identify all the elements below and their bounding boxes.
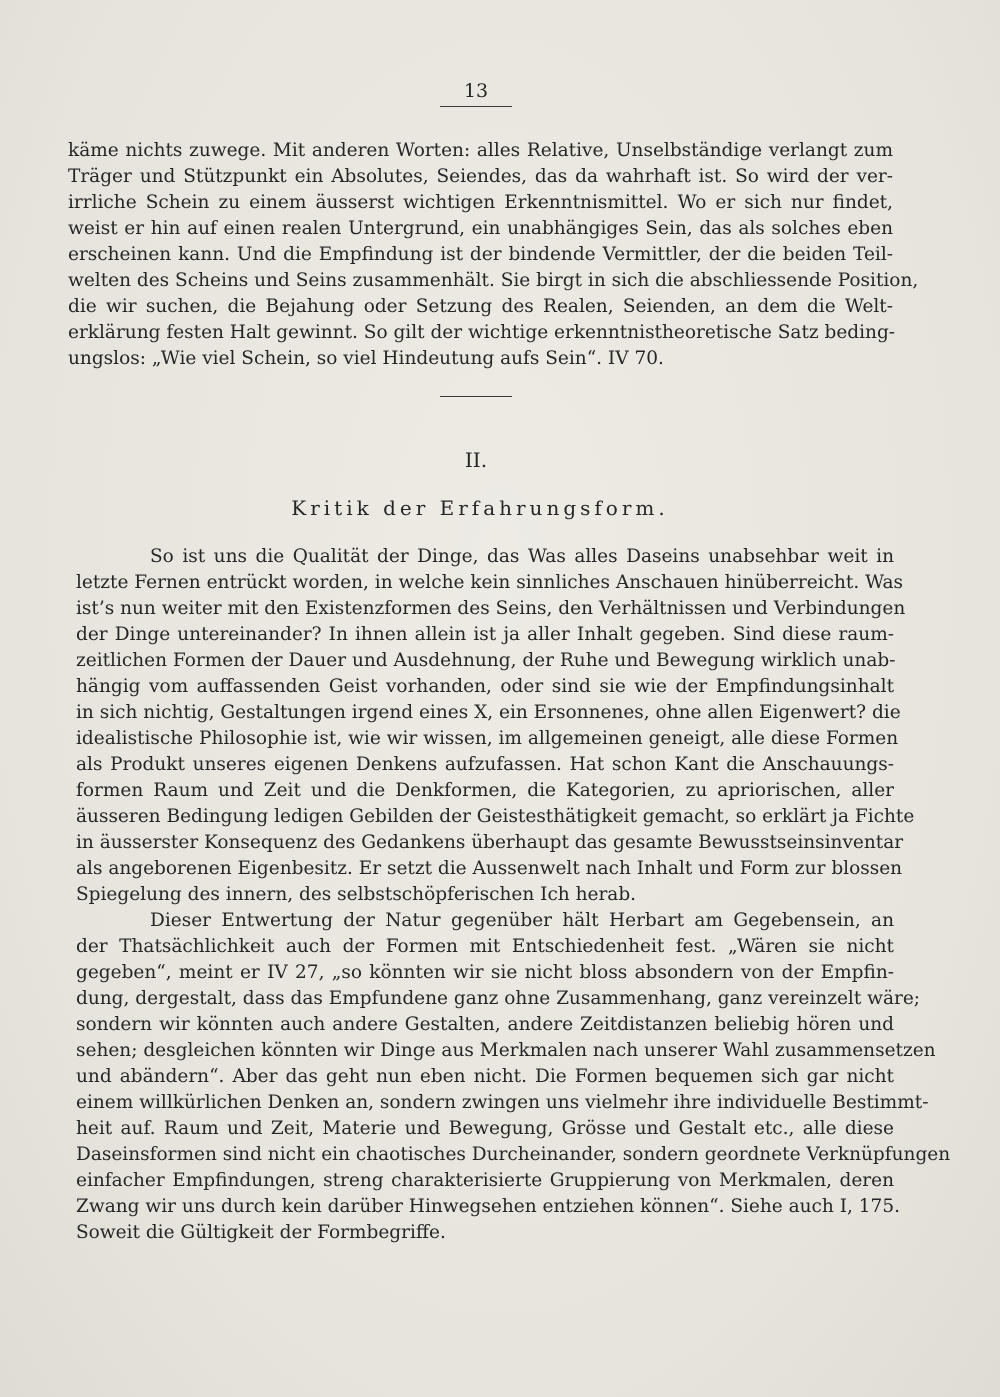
- text-line: erklärung festen Halt gewinnt. So gilt der wichtige erkenntnistheoretische Satz beding-: [68, 322, 896, 343]
- text-line: als angeborenen Eigenbesitz. Er setzt die Aussenwelt nach Inhalt und Form zur blossen: [76, 858, 903, 879]
- text-line: einfacher Empfindungen, streng charakterisierte Gruppierung von Merkmalen, deren: [76, 1170, 894, 1191]
- text-line: welten des Scheins und Seins zusammenhält. Sie birgt in sich die abschliessende Position,: [68, 270, 919, 291]
- text-line: äusseren Bedingung ledigen Gebilden der Geistesthätigkeit gemacht, so erklärt ja Fichte: [76, 806, 915, 827]
- text-line: Dieser Entwertung der Natur gegenüber hält Herbart am Gegebensein, an: [150, 910, 894, 931]
- text-line: in äusserster Konsequenz des Gedankens überhaupt das gesamte Bewusstseinsinventar: [76, 832, 904, 853]
- text-line: Träger und Stützpunkt ein Absolutes, Seiendes, das da wahrhaft ist. So wird der ver-: [68, 166, 893, 187]
- text-line: erscheinen kann. Und die Empfindung ist der bindende Vermittler, der die beiden Teil-: [68, 244, 893, 265]
- text-line: als Produkt unseres eigenen Denkens aufzufassen. Hat schon Kant die Anschauungs-: [76, 754, 894, 775]
- text-line: So ist uns die Qualität der Dinge, das Was alles Daseins unabsehbar weit in: [150, 546, 894, 567]
- text-line: die wir suchen, die Bejahung oder Setzung des Realen, Seienden, an dem die Welt-: [68, 296, 893, 317]
- text-line: dung, dergestalt, dass das Empfundene ganz ohne Zusammenhang, ganz vereinzelt wäre;: [76, 988, 921, 1009]
- text-line: Soweit die Gültigkeit der Formbegriffe.: [76, 1222, 446, 1243]
- text-line: der Thatsächlichkeit auch der Formen mit Entschiedenheit fest. „Wären sie nicht: [76, 936, 894, 957]
- text-line: hängig vom auffassenden Geist vorhanden, oder sind sie wie der Empfindungsinhalt: [76, 676, 894, 697]
- section-title: Kritik der Erfahrungsform.: [291, 496, 669, 520]
- text-line: weist er hin auf einen realen Untergrund, ein unabhängiges Sein, das als solches eben: [68, 218, 893, 239]
- header-rule: [440, 106, 512, 107]
- text-line: sondern wir könnten auch andere Gestalten, andere Zeitdistanzen beliebig hören und: [76, 1014, 894, 1035]
- text-line: formen Raum und Zeit und die Denkformen, die Kategorien, zu apriorischen, aller: [76, 780, 894, 801]
- section-number: II.: [464, 448, 488, 472]
- text-line: zeitlichen Formen der Dauer und Ausdehnung, der Ruhe und Bewegung wirklich unab-: [76, 650, 896, 671]
- text-line: heit auf. Raum und Zeit, Materie und Bewegung, Grösse und Gestalt etc., alle diese: [76, 1118, 894, 1139]
- text-line: Daseinsformen sind nicht ein chaotisches Durcheinander, sondern geordnete Verknüpfungen: [76, 1144, 951, 1165]
- text-line: letzte Fernen entrückt worden, in welche kein sinnliches Anschauen hinüberreicht. Was: [76, 572, 904, 593]
- text-line: ungslos: „Wie viel Schein, so viel Hindeutung aufs Sein“. IV 70.: [68, 348, 664, 369]
- page-number: 13: [463, 80, 489, 102]
- text-line: und abändern“. Aber das geht nun eben nicht. Die Formen bequemen sich gar nicht: [76, 1066, 894, 1087]
- text-line: in sich nichtig, Gestaltungen irgend eines X, ein Ersonnenes, ohne allen Eigenwert? die: [76, 702, 901, 723]
- text-line: Zwang wir uns durch kein darüber Hinwegsehen entziehen können“. Siehe auch I, 175.: [76, 1196, 900, 1217]
- text-line: Spiegelung des innern, des selbstschöpferischen Ich herab.: [76, 884, 637, 905]
- text-line: ist’s nun weiter mit den Existenzformen des Seins, den Verhältnissen und Verbindungen: [76, 598, 906, 619]
- section-divider: [440, 396, 512, 397]
- text-line: einem willkürlichen Denken an, sondern zwingen uns vielmehr ihre individuelle Bestimmt-: [76, 1092, 929, 1113]
- text-line: der Dinge untereinander? In ihnen allein ist ja aller Inhalt gegeben. Sind diese raum-: [76, 624, 894, 645]
- text-line: sehen; desgleichen könnten wir Dinge aus Merkmalen nach unserer Wahl zusammensetzen: [76, 1040, 936, 1061]
- text-line: gegeben“, meint er IV 27, „so könnten wir sie nicht bloss absondern von der Empfin-: [76, 962, 894, 983]
- text-line: käme nichts zuwege. Mit anderen Worten: alles Relative, Unselbständige verlangt zum: [68, 140, 893, 161]
- text-line: irrliche Schein zu einem äusserst wichtigen Erkenntnismittel. Wo er sich nur findet,: [68, 192, 893, 213]
- text-line: idealistische Philosophie ist, wie wir wissen, im allgemeinen geneigt, alle diese Formen: [76, 728, 899, 749]
